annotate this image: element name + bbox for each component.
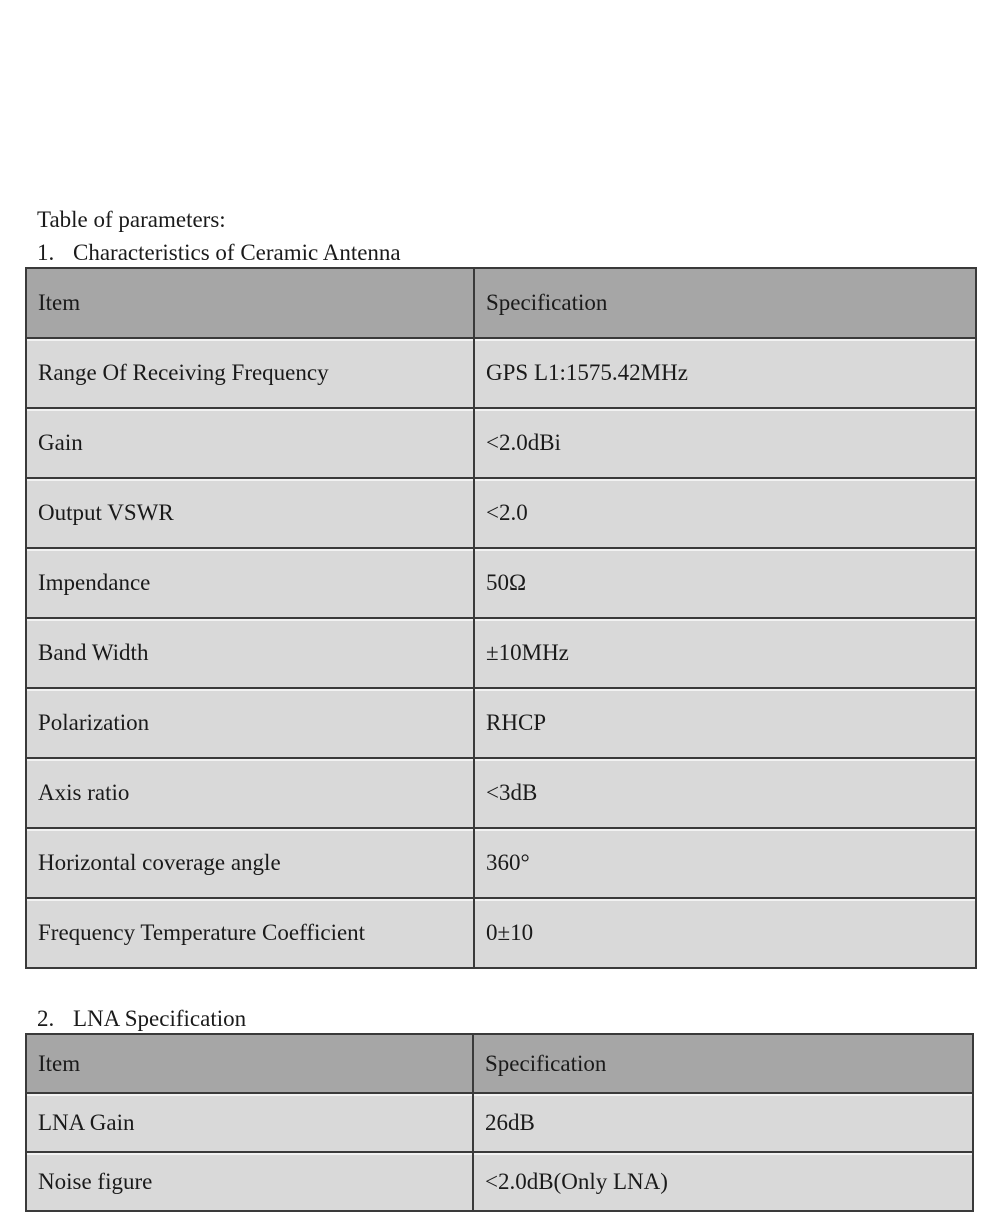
header-item: Item bbox=[26, 268, 474, 338]
ceramic-antenna-table bbox=[25, 267, 977, 969]
row-item: Polarization bbox=[26, 688, 474, 758]
row-value: 0±10 bbox=[474, 898, 976, 968]
row-item: Noise figure bbox=[26, 1152, 473, 1211]
row-item: Frequency Temperature Coefficient bbox=[26, 898, 474, 968]
header-item: Item bbox=[26, 1034, 473, 1093]
row-value: <2.0 bbox=[474, 478, 976, 548]
table-header-row bbox=[26, 1034, 973, 1093]
row-item: Range Of Receiving Frequency bbox=[26, 338, 474, 408]
section-2-number: 2. bbox=[37, 1006, 55, 1031]
row-value: <2.0dB(Only LNA) bbox=[473, 1152, 973, 1211]
section-1-title: Characteristics of Ceramic Antenna bbox=[73, 240, 401, 265]
section-2-heading bbox=[37, 1005, 246, 1033]
row-value: 50Ω bbox=[474, 548, 976, 618]
row-item: LNA Gain bbox=[26, 1093, 473, 1152]
table-row bbox=[26, 408, 976, 478]
table-row bbox=[26, 758, 976, 828]
table-row bbox=[26, 1152, 973, 1211]
table-row bbox=[26, 338, 976, 408]
row-value: <2.0dBi bbox=[474, 408, 976, 478]
row-item: Axis ratio bbox=[26, 758, 474, 828]
table-row bbox=[26, 478, 976, 548]
row-value: 360° bbox=[474, 828, 976, 898]
section-1-heading bbox=[37, 239, 401, 267]
table-row bbox=[26, 828, 976, 898]
header-specification: Specification bbox=[474, 268, 976, 338]
table-row bbox=[26, 618, 976, 688]
table-header-row bbox=[26, 268, 976, 338]
table-row bbox=[26, 898, 976, 968]
row-value: ±10MHz bbox=[474, 618, 976, 688]
lna-specification-table bbox=[25, 1033, 974, 1212]
table-row bbox=[26, 1093, 973, 1152]
row-value: <3dB bbox=[474, 758, 976, 828]
row-item: Impendance bbox=[26, 548, 474, 618]
section-2-title: LNA Specification bbox=[73, 1006, 247, 1031]
section-1-number: 1. bbox=[37, 240, 55, 265]
table-row bbox=[26, 688, 976, 758]
row-item: Output VSWR bbox=[26, 478, 474, 548]
row-item: Gain bbox=[26, 408, 474, 478]
row-value: GPS L1:1575.42MHz bbox=[474, 338, 976, 408]
intro-heading: Table of parameters: bbox=[37, 207, 226, 232]
row-item: Horizontal coverage angle bbox=[26, 828, 474, 898]
table-row bbox=[26, 548, 976, 618]
row-value: 26dB bbox=[473, 1093, 973, 1152]
header-specification: Specification bbox=[473, 1034, 973, 1093]
row-item: Band Width bbox=[26, 618, 474, 688]
row-value: RHCP bbox=[474, 688, 976, 758]
